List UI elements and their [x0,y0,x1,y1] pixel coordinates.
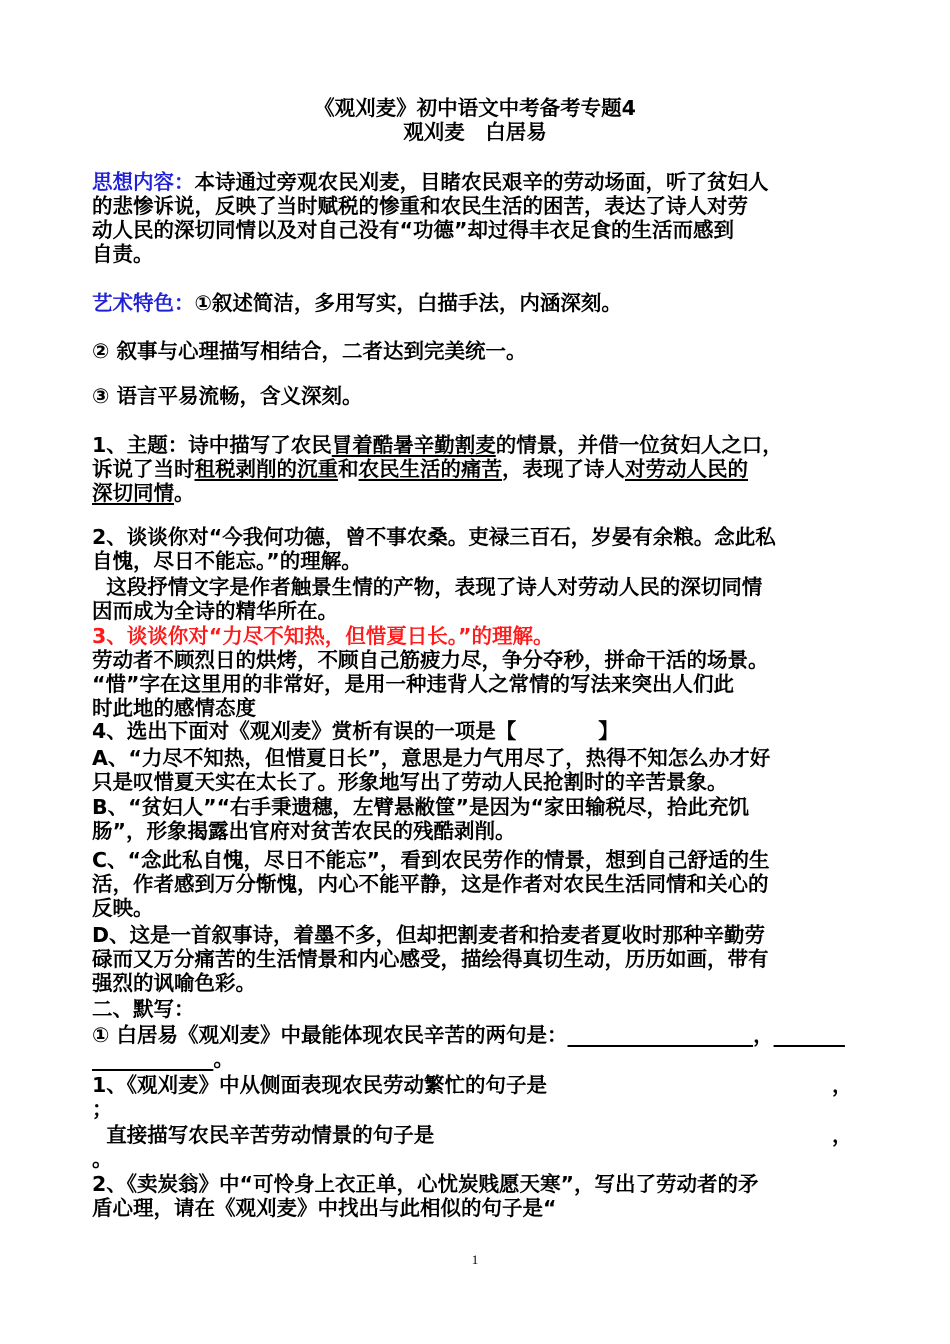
q2-line-1: 2、谈谈你对“今我何功德，曾不事农桑。吏禄三百石，岁晏有余粮。念此私 [92,525,776,549]
dictation-2-line-2: ； [92,1097,113,1121]
dictation-2-line-1 [92,1073,862,1097]
dictation-3-line-2: 。 [92,1147,113,1171]
art-feature-2: ② 叙事与心理描写相结合，二者达到完美统一。 [92,339,527,363]
q3-line-2: “惜”字在这里用的非常好，是用一种违背人之常情的写法来突出人们此 [92,672,734,696]
answer-blank[interactable] [774,1023,845,1047]
thought-line-3: 动人民的深切同情以及对自己没有“功德”却过得丰衣足食的生活而感到 [92,218,734,242]
q1-text: 1、主题：诗中描写了农民 [92,433,332,457]
dictation-1-comma: ， [753,1023,774,1047]
q3-line-1: 劳动者不顾烈日的烘烤，不顾自己筋疲力尽，争分夺秒，拼命干活的场景。 [92,648,769,672]
thought-text-1: 本诗通过旁观农民刈麦，目睹农民艰辛的劳动场面，听了贫妇人 [194,170,769,194]
dictation-1-line-1 [92,1023,862,1047]
dictation-2-prompt: 1、《观刈麦》中从侧面表现农民劳动繁忙的句子是 [92,1073,548,1097]
q1-underline: 租税剥削的沉重 [194,457,338,481]
q1-line-3 [92,481,862,505]
thought-line-2: 的悲惨诉说，反映了当时赋税的惨重和农民生活的困苦，表达了诗人对劳 [92,194,748,218]
q1-underline: 冒着酷暑辛勤割麦 [331,433,496,457]
page-number: 1 [471,1252,479,1267]
q3-line-3: 时此地的感情态度 [92,696,256,720]
option-c-line-2: 活，作者感到万分惭愧，内心不能平静，这是作者对农民生活同情和关心的 [92,872,769,896]
dictation-3-line-1 [92,1123,862,1147]
option-b-line-1: B、“贫妇人”“右手秉遗穗，左臂悬敝筐”是因为“家田输税尽，拾此充饥 [92,795,749,819]
q1-line-2 [92,457,862,481]
q4-line-1: 4、选出下面对《观刈麦》赏析有误的一项是【 】 [92,719,619,743]
q1-line-1 [92,433,862,457]
thought-label: 思想内容： [92,170,195,194]
q1-text: 诉说了当时 [92,457,195,481]
q2-line-4: 因而成为全诗的精华所在。 [92,599,338,623]
answer-blank[interactable] [568,1023,754,1047]
q1-text: 。 [174,481,195,505]
option-d-line-3: 强烈的讽喻色彩。 [92,971,256,995]
q1-text: 的情景，并借一位贫妇人之口， [495,433,783,457]
answer-blank[interactable] [92,1047,213,1071]
q1-underline: 深切同情 [92,481,174,505]
q1-text: ，表现了诗人 [502,457,625,481]
dictation-1-end: 。 [213,1047,234,1071]
option-d-line-1: D、这是一首叙事诗，着墨不多，但却把割麦者和拾麦者夏收时那种辛勤劳 [92,923,766,947]
document-title: 《观刈麦》初中语文中考备考专题4 [314,96,636,120]
art-feature-1 [92,291,862,315]
q2-line-2: 自愧，尽日不能忘。”的理解。 [92,549,362,573]
option-b-line-2: 肠”，形象揭露出官府对贫苦农民的残酷剥削。 [92,819,516,843]
q2-line-3: 这段抒情文字是作者触景生情的产物，表现了诗人对劳动人民的深切同情 [92,575,763,599]
dictation-3-prompt: 直接描写农民辛苦劳动情景的句子是 [92,1123,435,1147]
option-c-line-1: C、“念此私自愧，尽日不能忘”，看到农民劳作的情景，想到自己舒适的生 [92,848,770,872]
thought-line-4: 自责。 [92,242,154,266]
dictation-3-comma: ， [832,1123,853,1147]
q1-underline: 对劳动人民的 [625,457,748,481]
option-a-line-1: A、“力尽不知热，但惜夏日长”，意思是力气用尽了，热得不知怎么办才好 [92,746,771,770]
dictation-2-comma: ， [832,1073,853,1097]
dictation-4-line-1: 2、《卖炭翁》中“可怜身上衣正单，心忧炭贱愿天寒”，写出了劳动者的矛 [92,1172,759,1196]
q1-underline: 农民生活的痛苦 [358,457,502,481]
poem-title: 观刈麦 白居易 [403,120,547,144]
q1-text: 和 [338,457,359,481]
option-c-line-3: 反映。 [92,896,154,920]
dictation-1-prompt: ① 白居易《观刈麦》中最能体现农民辛苦的两句是： [92,1023,568,1047]
q3-title: 3、谈谈你对“力尽不知热，但惜夏日长。”的理解。 [92,624,554,648]
art-text-1: ①叙述简洁，多用写实，白描手法，内涵深刻。 [194,291,622,315]
option-a-line-2: 只是叹惜夏天实在太长了。形象地写出了劳动人民抢割时的辛苦景象。 [92,770,728,794]
option-d-line-2: 碌而又万分痛苦的生活情景和内心感受，描绘得真切生动，历历如画，带有 [92,947,769,971]
dictation-4-line-2: 盾心理，请在《观刈麦》中找出与此相似的句子是“ [92,1196,557,1220]
thought-line-1 [92,170,862,194]
art-feature-3: ③ 语言平易流畅，含义深刻。 [92,384,363,408]
art-label: 艺术特色： [92,291,195,315]
section-2-title: 二、默写： [92,997,195,1021]
dictation-1-line-2 [92,1047,862,1071]
